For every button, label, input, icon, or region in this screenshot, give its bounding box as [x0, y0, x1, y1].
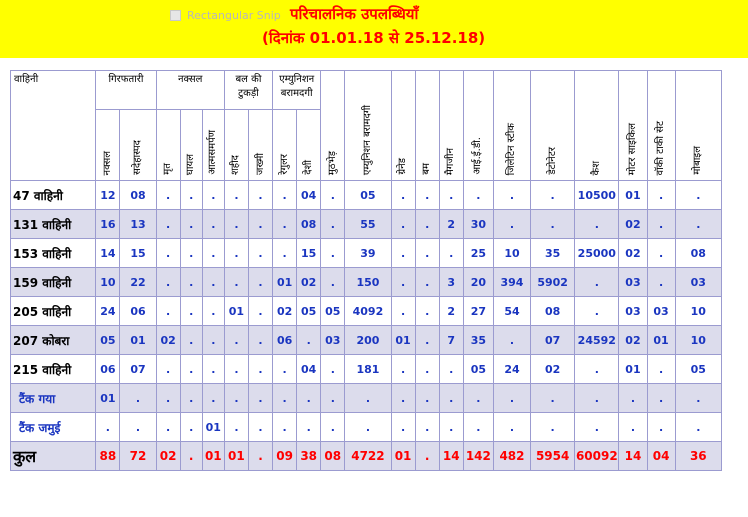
cell: 12 — [96, 181, 120, 210]
header-col-injured: घायल — [180, 110, 202, 181]
page-subtitle: (दिनांक 01.01.18 से 25.12.18) — [262, 29, 486, 47]
header-col-desi: देशी — [297, 110, 321, 181]
header-col-suspect: सदेहास्पद — [120, 110, 156, 181]
page-title: परिचालनिक उपलब्धियाँ — [290, 5, 419, 23]
cell: . — [675, 181, 721, 210]
cell: . — [415, 268, 439, 297]
cell: . — [297, 413, 321, 442]
cell: . — [619, 413, 647, 442]
report-frame — [0, 58, 748, 517]
cell: . — [415, 326, 439, 355]
cell: 03 — [619, 268, 647, 297]
cell: 02 — [273, 297, 297, 326]
header-battalion: वाहिनी — [11, 71, 96, 181]
cell: . — [180, 413, 202, 442]
cell: . — [345, 413, 391, 442]
cell: 05 — [463, 355, 493, 384]
total-cell: 4722 — [345, 442, 391, 471]
cell: 02 — [531, 355, 575, 384]
cell: 02 — [297, 268, 321, 297]
cell: . — [575, 355, 619, 384]
total-cell: . — [415, 442, 439, 471]
cell: 30 — [463, 210, 493, 239]
total-cell: 02 — [156, 442, 180, 471]
cell: 14 — [96, 239, 120, 268]
row-name: 47 वाहिनी — [11, 181, 96, 210]
cell: . — [180, 297, 202, 326]
cell: . — [321, 239, 345, 268]
cell: . — [224, 268, 248, 297]
cell: . — [463, 413, 493, 442]
cell: 01 — [619, 355, 647, 384]
row-name: टैंक जमुई — [11, 413, 96, 442]
cell: . — [96, 413, 120, 442]
cell: . — [493, 413, 530, 442]
cell: 10 — [675, 297, 721, 326]
table-row — [11, 239, 722, 268]
cell: 05 — [345, 181, 391, 210]
cell: . — [180, 210, 202, 239]
cell: . — [224, 384, 248, 413]
cell: . — [273, 355, 297, 384]
total-cell: . — [180, 442, 202, 471]
cell: . — [619, 384, 647, 413]
cell: . — [224, 210, 248, 239]
cell: . — [156, 239, 180, 268]
table-row — [11, 413, 722, 442]
cell: . — [180, 355, 202, 384]
cell: 01 — [224, 297, 248, 326]
cell: . — [321, 210, 345, 239]
cell: 4092 — [345, 297, 391, 326]
cell: . — [647, 210, 675, 239]
row-name: 153 वाहिनी — [11, 239, 96, 268]
cell: 01 — [619, 181, 647, 210]
cell: . — [156, 210, 180, 239]
cell: 200 — [345, 326, 391, 355]
cell: . — [575, 297, 619, 326]
total-cell: 482 — [493, 442, 530, 471]
cell: 55 — [345, 210, 391, 239]
cell: . — [156, 181, 180, 210]
total-cell: 142 — [463, 442, 493, 471]
cell: 01 — [202, 413, 224, 442]
cell: . — [675, 384, 721, 413]
cell: . — [156, 384, 180, 413]
row-name: 159 वाहिनी — [11, 268, 96, 297]
cell: 06 — [273, 326, 297, 355]
cell: . — [224, 413, 248, 442]
cell: 08 — [531, 297, 575, 326]
cell: 54 — [493, 297, 530, 326]
cell: . — [439, 181, 463, 210]
cell: . — [224, 181, 248, 210]
cell: . — [224, 326, 248, 355]
cell: . — [439, 384, 463, 413]
cell: 7 — [439, 326, 463, 355]
table-row — [11, 384, 722, 413]
header-col-magazine: मैगजीन — [439, 71, 463, 181]
cell: . — [202, 384, 224, 413]
cell: . — [647, 239, 675, 268]
cell: 35 — [531, 239, 575, 268]
cell: . — [531, 181, 575, 210]
cell: 03 — [675, 268, 721, 297]
cell: . — [391, 210, 415, 239]
cell: . — [202, 326, 224, 355]
cell: 07 — [531, 326, 575, 355]
header-col-bomb: बम — [415, 71, 439, 181]
title-banner — [0, 0, 748, 58]
cell: . — [297, 326, 321, 355]
header-ammo: एम्युनिशन बरामदगी — [273, 71, 321, 110]
cell: 39 — [345, 239, 391, 268]
header-col-encounter: मुठभेड़ — [321, 71, 345, 181]
cell: . — [647, 384, 675, 413]
cell: 02 — [619, 239, 647, 268]
cell: 05 — [675, 355, 721, 384]
cell: . — [273, 413, 297, 442]
cell: . — [202, 210, 224, 239]
total-cell: 38 — [297, 442, 321, 471]
cell: . — [248, 210, 272, 239]
cell: 27 — [463, 297, 493, 326]
table-row — [11, 326, 722, 355]
header-col-motorcycle: मोटर साइकिल — [619, 71, 647, 181]
total-cell: 04 — [647, 442, 675, 471]
cell: . — [321, 268, 345, 297]
cell: . — [391, 297, 415, 326]
row-name: 207 कोबरा — [11, 326, 96, 355]
cell: . — [202, 355, 224, 384]
row-name: टैंक गया — [11, 384, 96, 413]
cell: . — [415, 297, 439, 326]
cell: 2 — [439, 210, 463, 239]
cell: . — [180, 326, 202, 355]
row-name: 205 वाहिनी — [11, 297, 96, 326]
cell: 394 — [493, 268, 530, 297]
cell: 01 — [96, 384, 120, 413]
cell: 10 — [96, 268, 120, 297]
total-cell: 5954 — [531, 442, 575, 471]
cell: 03 — [647, 297, 675, 326]
cell: . — [391, 239, 415, 268]
cell: . — [297, 384, 321, 413]
header-arrest: गिरफतारी — [96, 71, 156, 110]
cell: 22 — [120, 268, 156, 297]
cell: . — [675, 210, 721, 239]
cell: . — [415, 210, 439, 239]
header-col-martyr: शहीद — [224, 110, 248, 181]
cell: . — [391, 384, 415, 413]
header-col-naxal: नक्सल — [96, 110, 120, 181]
header-col-walkie: वॉकी टाकी सेट — [647, 71, 675, 181]
header-naxal: नक्सल — [156, 71, 224, 110]
cell: . — [156, 297, 180, 326]
total-cell: . — [248, 442, 272, 471]
cell: . — [156, 268, 180, 297]
achievements-table — [10, 70, 722, 471]
header-force: बल की टुकड़ी — [224, 71, 272, 110]
cell: . — [463, 384, 493, 413]
cell: 150 — [345, 268, 391, 297]
cell: . — [321, 355, 345, 384]
header-col-ammo: एम्युनिशन बरामदगी — [345, 71, 391, 181]
row-name: 131 वाहिनी — [11, 210, 96, 239]
total-cell: 01 — [224, 442, 248, 471]
total-cell: 14 — [619, 442, 647, 471]
header-col-surrender: आत्मसमर्पण — [202, 110, 224, 181]
total-row — [11, 442, 722, 471]
header-col-gelatin: जिलेटिन स्टीक — [493, 71, 530, 181]
cell: . — [321, 384, 345, 413]
cell: 24592 — [575, 326, 619, 355]
cell: . — [156, 413, 180, 442]
cell: . — [248, 268, 272, 297]
cell: . — [224, 355, 248, 384]
cell: . — [647, 268, 675, 297]
cell: . — [202, 297, 224, 326]
cell: . — [248, 384, 272, 413]
total-cell: 14 — [439, 442, 463, 471]
cell: . — [391, 413, 415, 442]
cell: 01 — [391, 326, 415, 355]
cell: . — [273, 384, 297, 413]
table-row — [11, 297, 722, 326]
cell: . — [493, 384, 530, 413]
cell: . — [463, 181, 493, 210]
cell: . — [120, 413, 156, 442]
cell: . — [415, 355, 439, 384]
header-col-detonator: डेटोनेटर — [531, 71, 575, 181]
cell: . — [415, 413, 439, 442]
cell: 05 — [96, 326, 120, 355]
cell: . — [248, 355, 272, 384]
total-cell: 01 — [202, 442, 224, 471]
header-col-wounded: जख्मी — [248, 110, 272, 181]
cell: 02 — [619, 326, 647, 355]
cell: . — [415, 181, 439, 210]
cell: 35 — [463, 326, 493, 355]
cell: 2 — [439, 297, 463, 326]
table-row — [11, 210, 722, 239]
cell: . — [345, 384, 391, 413]
cell: . — [493, 181, 530, 210]
cell: 02 — [619, 210, 647, 239]
table-row — [11, 181, 722, 210]
cell: . — [248, 239, 272, 268]
cell: . — [439, 413, 463, 442]
cell: 10 — [493, 239, 530, 268]
cell: . — [439, 355, 463, 384]
cell: . — [391, 268, 415, 297]
cell: . — [202, 268, 224, 297]
cell: . — [575, 268, 619, 297]
cell: . — [439, 239, 463, 268]
cell: 15 — [297, 239, 321, 268]
cell: . — [391, 355, 415, 384]
cell: 01 — [273, 268, 297, 297]
cell: . — [248, 181, 272, 210]
header-col-mobile: मोबाइल — [675, 71, 721, 181]
cell: 05 — [297, 297, 321, 326]
cell: . — [273, 210, 297, 239]
cell: . — [391, 181, 415, 210]
total-cell: 01 — [391, 442, 415, 471]
header-col-cash: कैश — [575, 71, 619, 181]
cell: 08 — [675, 239, 721, 268]
cell: . — [415, 239, 439, 268]
cell: . — [647, 181, 675, 210]
cell: 03 — [619, 297, 647, 326]
cell: 05 — [321, 297, 345, 326]
cell: 01 — [120, 326, 156, 355]
snip-watermark — [170, 7, 290, 23]
cell: . — [531, 210, 575, 239]
cell: . — [675, 413, 721, 442]
cell: . — [531, 384, 575, 413]
cell: . — [575, 384, 619, 413]
cell: . — [180, 181, 202, 210]
header-col-regular: रेगुलर — [273, 110, 297, 181]
total-label: कुल — [11, 442, 96, 471]
cell: . — [248, 326, 272, 355]
cell: . — [493, 210, 530, 239]
cell: 04 — [297, 181, 321, 210]
cell: . — [647, 413, 675, 442]
cell: . — [180, 239, 202, 268]
cell: 24 — [96, 297, 120, 326]
cell: . — [202, 181, 224, 210]
cell: 03 — [321, 326, 345, 355]
cell: . — [321, 413, 345, 442]
total-cell: 08 — [321, 442, 345, 471]
cell: 10 — [675, 326, 721, 355]
row-name: 215 वाहिनी — [11, 355, 96, 384]
cell: . — [415, 384, 439, 413]
cell: . — [273, 181, 297, 210]
cell: . — [120, 384, 156, 413]
total-cell: 09 — [273, 442, 297, 471]
cell: . — [575, 210, 619, 239]
header-col-ied: आई.ई.डी. — [463, 71, 493, 181]
cell: 06 — [96, 355, 120, 384]
cell: 13 — [120, 210, 156, 239]
cell: 3 — [439, 268, 463, 297]
cell: 16 — [96, 210, 120, 239]
cell: 08 — [297, 210, 321, 239]
header-col-grenade: ग्रेनेड — [391, 71, 415, 181]
total-cell: 72 — [120, 442, 156, 471]
cell: . — [273, 239, 297, 268]
cell: 10500 — [575, 181, 619, 210]
cell: . — [531, 413, 575, 442]
cell: 06 — [120, 297, 156, 326]
cell: 24 — [493, 355, 530, 384]
cell: . — [224, 239, 248, 268]
cell: 20 — [463, 268, 493, 297]
cell: . — [575, 413, 619, 442]
total-cell: 88 — [96, 442, 120, 471]
snip-label: Rectangular Snip — [187, 8, 281, 22]
cell: . — [156, 355, 180, 384]
header-col-dead: मृत — [156, 110, 180, 181]
table-body — [11, 181, 722, 471]
cell: . — [180, 384, 202, 413]
cell: . — [248, 297, 272, 326]
table-row — [11, 268, 722, 297]
total-cell: 60092 — [575, 442, 619, 471]
cell: 02 — [156, 326, 180, 355]
table-row — [11, 355, 722, 384]
cell: 15 — [120, 239, 156, 268]
cell: . — [647, 355, 675, 384]
cell: 25 — [463, 239, 493, 268]
cell: . — [202, 239, 224, 268]
cell: 01 — [647, 326, 675, 355]
cell: 25000 — [575, 239, 619, 268]
snip-icon — [170, 10, 181, 21]
cell: 08 — [120, 181, 156, 210]
cell: . — [180, 268, 202, 297]
cell: 181 — [345, 355, 391, 384]
cell: . — [493, 326, 530, 355]
cell: 5902 — [531, 268, 575, 297]
cell: . — [248, 413, 272, 442]
total-cell: 36 — [675, 442, 721, 471]
cell: . — [321, 181, 345, 210]
cell: 04 — [297, 355, 321, 384]
cell: 07 — [120, 355, 156, 384]
